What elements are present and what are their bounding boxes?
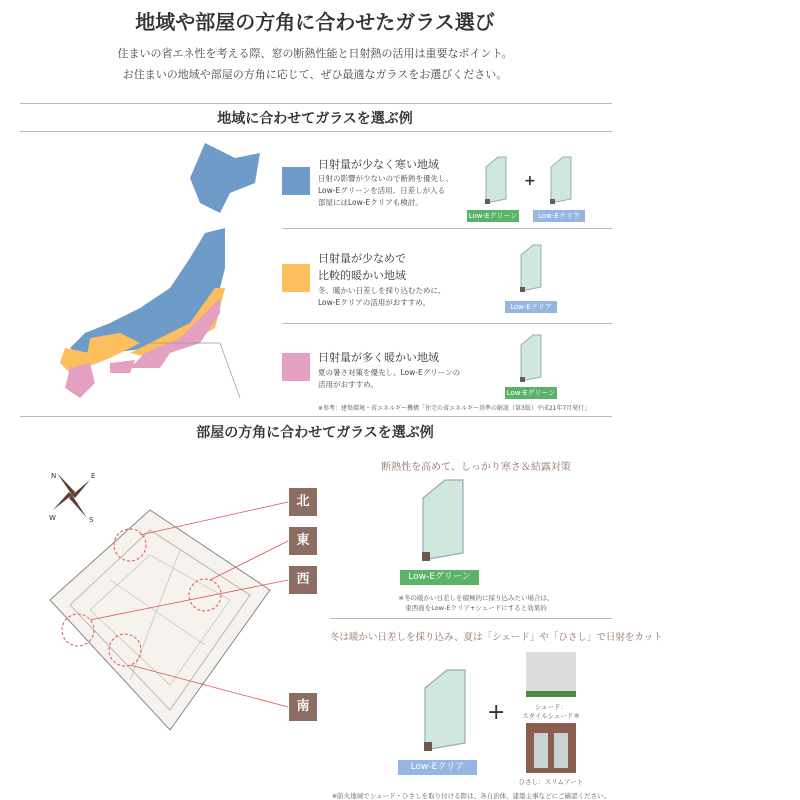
row-title: 日射量が少なく寒い地域: [318, 158, 439, 171]
low-e-green-label: Low-Eグリーン: [468, 212, 518, 220]
compass-e: E: [91, 472, 96, 480]
hisashi-photo: [526, 723, 576, 773]
hisashi-caption: ひさし：スリムアート: [518, 778, 584, 786]
plus-sign: +: [524, 173, 536, 189]
mild-region-swatch: [282, 264, 310, 292]
compass-w: W: [49, 514, 56, 522]
direction-east: 東: [289, 527, 317, 555]
shade-caption-2: スタイルシェード®: [521, 712, 581, 720]
glass-icon: [480, 155, 510, 205]
japan-map: [30, 138, 275, 403]
region-heading: 地域に合わせてガラスを選ぶ例: [217, 111, 413, 127]
glass-icon: [515, 333, 545, 383]
row-desc: 日射の影響が少ないので断熱を優先し、 Low-Eグリーンを活用。日差しが入る 部屋にはLow-Eクリアも検討。: [318, 174, 453, 207]
compass-s: S: [89, 516, 94, 523]
glass-icon: [545, 155, 575, 205]
glass-icon: [417, 668, 469, 753]
divider: [20, 103, 612, 104]
nev-heading: 断熱性を高めて、しっかり寒さ＆結露対策: [381, 462, 571, 473]
compass-n: N: [51, 472, 57, 480]
shade-caption-1: シェード：: [534, 703, 568, 711]
nev-note-2: 東西面をLow-Eクリア+シェードにすると効果的: [405, 604, 547, 612]
page-title: 地域や部屋の方角に合わせたガラス選び: [135, 10, 495, 34]
divider: [20, 131, 612, 132]
row-desc: 夏の暑さ対策を優先し、Low-Eグリーンの 活用がおすすめ。: [318, 368, 461, 389]
row-title: 日射量が少なめで 比較的暖かい地域: [318, 252, 406, 282]
divider: [282, 228, 612, 229]
low-e-clear-label: Low-Eクリア: [505, 301, 557, 313]
divider: [20, 416, 612, 417]
low-e-green-label: Low-Eグリーン: [400, 570, 479, 585]
low-e-clear-label: Low-Eクリア: [398, 760, 477, 775]
direction-heading: 部屋の方角に合わせてガラスを選ぶ例: [196, 425, 434, 441]
row-desc: 冬、暖かい日差しを採り込むために、 Low-Eクリアの活用がおすすめ。: [318, 286, 446, 307]
intro-line-2: お住まいの地域や部屋の方角に応じて、ぜひ最適なガラスをお選びください。: [122, 68, 508, 81]
reference-note: ※参考：建築環境・省エネルギー機構「住宅の省エネルギー基準の解説（第3版）平成21年7月発行」: [318, 405, 591, 412]
intro-line-1: 住まいの省エネ性を考える際、窓の断熱性能と日射熱の活用は重要なポイント。: [117, 47, 513, 60]
direction-west: 西: [289, 566, 317, 594]
direction-north: 北: [289, 488, 317, 516]
low-e-green-label: Low-Eグリーン: [506, 389, 556, 397]
divider: [330, 618, 612, 619]
glass-icon: [515, 243, 545, 293]
low-e-clear-label: Low-Eクリア: [533, 210, 585, 222]
south-heading: 冬は暖かい日差しを採り込み、夏は「シェード」や「ひさし」で日射をカット: [330, 632, 663, 643]
divider: [282, 323, 612, 324]
fire-zone-note: ※防火地域でシェード・ひさしを取り付ける際は、各自治体、建築主事などにご確認ください。: [331, 792, 611, 800]
cold-region-swatch: [282, 167, 310, 195]
plus-sign: +: [487, 700, 506, 725]
row-title: 日射量が多く暖かい地域: [318, 351, 439, 364]
house-floorplan-illustration: [30, 480, 290, 750]
warm-region-swatch: [282, 353, 310, 381]
nev-note-1: ※冬の暖かい日差しを積極的に採り込みたい場合は、: [398, 594, 554, 602]
glass-icon: [415, 478, 467, 563]
shade-photo: [526, 652, 576, 697]
direction-south: 南: [289, 693, 317, 721]
